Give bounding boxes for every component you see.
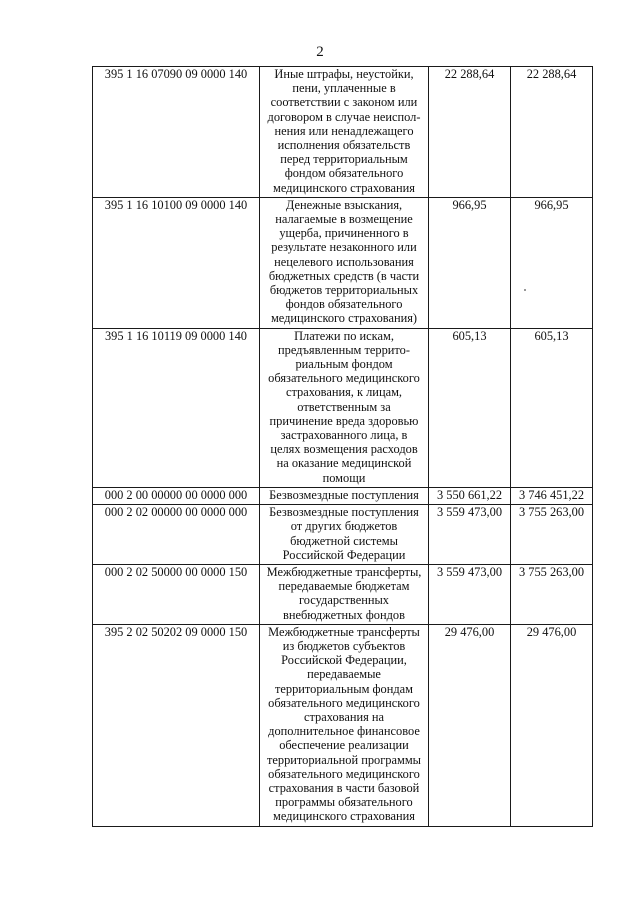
description-line: предъявленным террито-: [278, 342, 410, 357]
budget-classification-code: 000 2 02 50000 00 0000 150: [93, 564, 260, 624]
description-line: застрахованного лица, в: [280, 428, 408, 443]
amount-first-year: 3 550 661,22: [429, 487, 511, 504]
amount-second-year: 966,95: [511, 197, 593, 328]
description-line: страхования в части базовой: [268, 780, 420, 795]
amount-second-year: 3 746 451,22: [511, 487, 593, 504]
table-row: [93, 564, 593, 624]
description-line: территориальным фондам: [274, 681, 414, 696]
description-line: целях возмещения расходов: [270, 442, 418, 457]
description-line: налагаемые в возмещение: [275, 212, 413, 227]
description-line: от других бюджетов: [290, 519, 398, 534]
description-line: причинение вреда здоровью: [269, 413, 419, 428]
description-line: бюджетов территориальных: [269, 283, 419, 298]
description-line: Российской Федерации: [282, 547, 406, 562]
description-line: бюджетной системы: [290, 533, 398, 548]
revenue-description: [260, 197, 429, 328]
table-body: [93, 67, 593, 827]
table-row: [93, 328, 593, 487]
budget-classification-code: 000 2 02 00000 00 0000 000: [93, 505, 260, 565]
amount-second-year: 605,13: [511, 328, 593, 487]
description-line: договором в случае неиспол-: [267, 109, 421, 124]
budget-classification-code: 395 2 02 50202 09 0000 150: [93, 624, 260, 826]
table-row: [93, 624, 593, 826]
description-line: соответствии с законом или: [270, 95, 418, 110]
table-row: [93, 197, 593, 328]
description-line: фондом обязательного: [284, 166, 404, 181]
description-line: Безвозмездные поступления: [269, 487, 419, 502]
description-line: помощи: [322, 470, 366, 485]
description-line: передаваемые: [307, 667, 381, 682]
budget-classification-code: 395 1 16 10100 09 0000 140: [93, 197, 260, 328]
description-line: из бюджетов субъектов: [282, 638, 406, 653]
description-line: страхования на: [303, 709, 385, 724]
description-line: Российской Федерации,: [281, 653, 407, 668]
description-line: дополнительное финансовое: [268, 724, 420, 739]
description-line: территориальной программы: [266, 752, 421, 767]
description-line: внебюджетных фондов: [283, 607, 405, 622]
description-line: перед территориальным: [280, 152, 408, 167]
revenue-description: [260, 505, 429, 565]
description-line: государственных: [298, 593, 389, 608]
revenue-description: [260, 624, 429, 826]
description-line: Межбюджетные трансферты,: [266, 564, 422, 579]
description-line: риальным фондом: [295, 357, 393, 372]
description-line: бюджетных средств (в части: [268, 268, 420, 283]
amount-second-year: 22 288,64: [511, 67, 593, 198]
page-number: 2: [316, 44, 324, 60]
table-row: [93, 487, 593, 504]
amount-second-year: 29 476,00: [511, 624, 593, 826]
description-line: Денежные взыскания,: [285, 197, 403, 212]
amount-first-year: 3 559 473,00: [429, 505, 511, 565]
revenue-description: [260, 67, 429, 198]
budget-classification-code: 000 2 00 00000 00 0000 000: [93, 487, 260, 504]
description-line: Безвозмездные поступления: [269, 505, 419, 520]
revenue-description: [260, 487, 429, 504]
budget-classification-code: 395 1 16 10119 09 0000 140: [93, 328, 260, 487]
description-line: Иные штрафы, неустойки,: [274, 67, 414, 81]
description-line: результате незаконного или: [271, 240, 417, 255]
description-line: Межбюджетные трансферты: [268, 624, 420, 639]
scan-speck: [524, 289, 526, 291]
description-line: медицинского страхования): [270, 311, 418, 326]
amount-first-year: 22 288,64: [429, 67, 511, 198]
description-line: ущерба, причиненного в: [279, 226, 409, 241]
description-line: на оказание медицинской: [276, 456, 412, 471]
amount-second-year: 3 755 263,00: [511, 564, 593, 624]
amount-first-year: 29 476,00: [429, 624, 511, 826]
description-line: нения или ненадлежащего: [274, 123, 414, 138]
amount-first-year: 605,13: [429, 328, 511, 487]
description-line: медицинского страхования: [273, 180, 415, 195]
description-line: передаваемые бюджетам: [278, 579, 410, 594]
description-line: пени, уплаченные в: [292, 81, 396, 96]
revenue-description: [260, 328, 429, 487]
description-line: медицинского страхования: [273, 809, 415, 824]
description-line: страхования, к лицам,: [285, 385, 403, 400]
budget-revenue-table: [92, 66, 593, 827]
table-row: [93, 505, 593, 565]
description-line: нецелевого использования: [274, 254, 414, 269]
table-row: [93, 67, 593, 198]
revenue-description: [260, 564, 429, 624]
description-line: исполнения обязательств: [277, 138, 411, 153]
amount-first-year: 966,95: [429, 197, 511, 328]
description-line: фондов обязательного: [285, 297, 403, 312]
description-line: программы обязательного: [275, 795, 413, 810]
amount-second-year: 3 755 263,00: [511, 505, 593, 565]
description-line: обязательного медицинского: [268, 766, 420, 781]
description-line: ответственным за: [297, 399, 391, 414]
budget-classification-code: 395 1 16 07090 09 0000 140: [93, 67, 260, 198]
description-line: обязательного медицинского: [268, 371, 420, 386]
description-line: Платежи по искам,: [294, 328, 394, 343]
description-line: обеспечение реализации: [279, 738, 409, 753]
description-line: обязательного медицинского: [268, 695, 420, 710]
amount-first-year: 3 559 473,00: [429, 564, 511, 624]
